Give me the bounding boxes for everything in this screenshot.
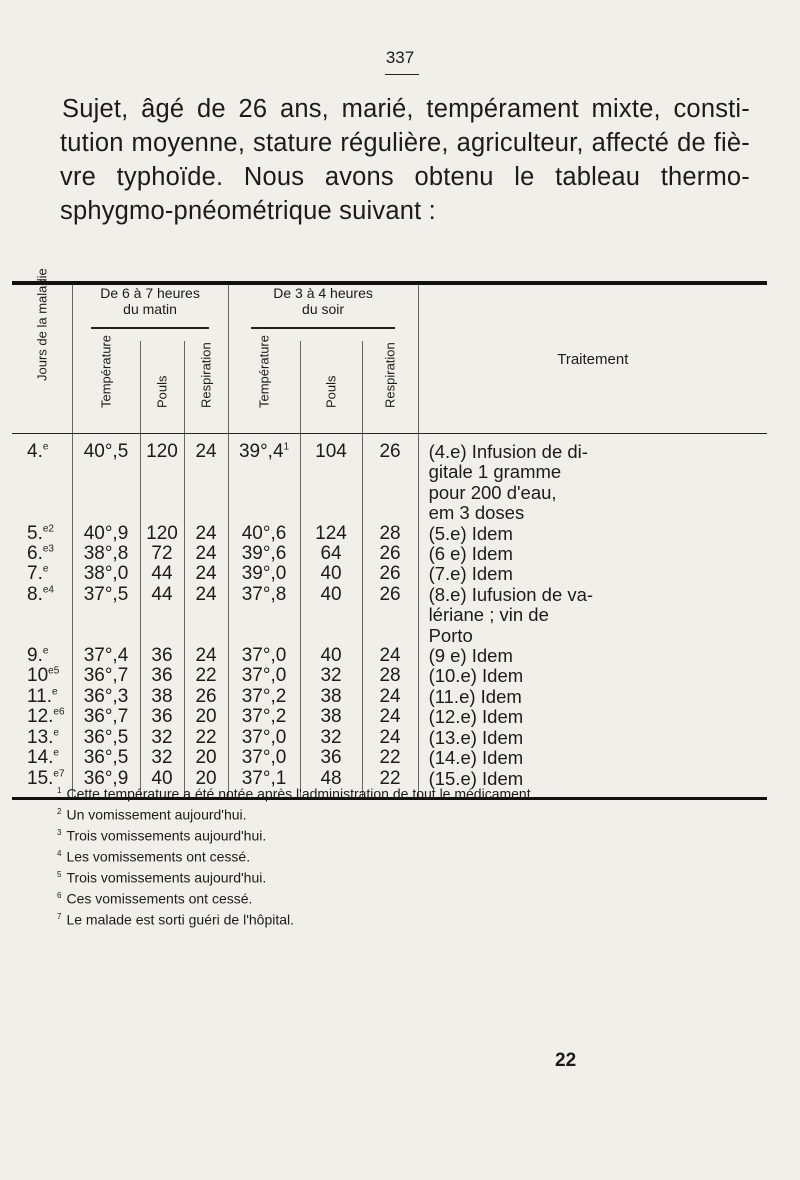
table-row bbox=[12, 687, 767, 707]
evening-respiration bbox=[362, 748, 418, 768]
footnote-ref: 6 bbox=[58, 706, 65, 718]
header-evening: De 3 à 4 heures du soir bbox=[228, 283, 418, 341]
day-ordinal: e bbox=[53, 727, 59, 739]
evening-pulse bbox=[300, 564, 362, 584]
evening-temperature-value: 37°,0 bbox=[241, 665, 287, 687]
footnote-ref: 1 bbox=[283, 441, 290, 453]
evening-temperature bbox=[228, 585, 300, 646]
morning-respiration bbox=[184, 728, 228, 748]
evening-pulse bbox=[300, 728, 362, 748]
morning-temperature-value: 36°,9 bbox=[83, 767, 129, 789]
morning-temperature-value: 36°,7 bbox=[83, 665, 129, 687]
table-row bbox=[12, 666, 767, 686]
evening-temperature bbox=[228, 524, 300, 544]
morning-respiration bbox=[184, 544, 228, 564]
evening-respiration bbox=[362, 687, 418, 707]
table-row bbox=[12, 544, 767, 564]
evening-pulse bbox=[300, 748, 362, 768]
evening-temperature bbox=[228, 564, 300, 584]
evening-respiration bbox=[362, 524, 418, 544]
treatment-line: (7.e) Idem bbox=[428, 563, 513, 585]
morning-brace bbox=[73, 317, 228, 341]
header-evening-respiration: Respiration bbox=[362, 341, 418, 434]
morning-pulse bbox=[140, 666, 184, 686]
day-ordinal: e bbox=[53, 768, 59, 780]
evening-temperature-value: 37°,0 bbox=[241, 747, 287, 769]
evening-pulse-value: 38 bbox=[320, 685, 342, 707]
morning-respiration-value: 20 bbox=[195, 706, 217, 728]
table-row bbox=[12, 434, 767, 524]
day-ordinal: e bbox=[53, 747, 59, 759]
morning-pulse-value: 36 bbox=[151, 645, 173, 667]
table-row bbox=[12, 646, 767, 666]
day-number: 4. bbox=[27, 441, 43, 462]
morning-pulse bbox=[140, 748, 184, 768]
evening-respiration bbox=[362, 646, 418, 666]
evening-respiration-value: 28 bbox=[379, 665, 401, 687]
day-number: 10 bbox=[27, 665, 49, 687]
treatment-line: (5.e) Idem bbox=[428, 522, 513, 544]
treatment-line: (9 e) Idem bbox=[428, 645, 513, 667]
evening-pulse bbox=[300, 524, 362, 544]
evening-respiration bbox=[362, 564, 418, 584]
header-morning-temperature: Température bbox=[72, 341, 140, 434]
header-day: Jours de la maladie bbox=[12, 283, 72, 434]
morning-pulse-value: 36 bbox=[151, 706, 173, 728]
morning-respiration-value: 24 bbox=[195, 543, 217, 565]
evening-respiration-value: 26 bbox=[379, 583, 401, 605]
day-ordinal: e bbox=[42, 584, 49, 596]
morning-pulse-value: 44 bbox=[151, 583, 173, 605]
evening-pulse bbox=[300, 666, 362, 686]
footnote bbox=[57, 887, 757, 908]
morning-temperature-value: 36°,5 bbox=[83, 747, 129, 769]
day-cell bbox=[12, 646, 72, 666]
evening-temperature-value: 40°,6 bbox=[241, 522, 287, 544]
day-number: 7. bbox=[27, 563, 43, 585]
morning-temperature bbox=[72, 666, 140, 686]
morning-temperature-value: 37°,5 bbox=[83, 583, 129, 605]
morning-respiration-value: 20 bbox=[195, 747, 217, 769]
morning-respiration bbox=[184, 564, 228, 584]
footnote-mark: 5 bbox=[57, 869, 62, 879]
treatment-line: (6 e) Idem bbox=[428, 543, 513, 565]
evening-pulse-value: 40 bbox=[320, 563, 342, 585]
morning-pulse bbox=[140, 564, 184, 584]
morning-respiration bbox=[184, 707, 228, 727]
morning-pulse-value: 44 bbox=[151, 563, 173, 585]
footnote bbox=[57, 908, 757, 929]
evening-temperature bbox=[228, 728, 300, 748]
evening-respiration bbox=[362, 707, 418, 727]
day-number: 15. bbox=[27, 767, 54, 789]
table-row bbox=[12, 585, 767, 646]
treatment-line: (13.e) Idem bbox=[428, 726, 524, 748]
day-number: 8. bbox=[27, 583, 43, 605]
morning-respiration-value: 24 bbox=[195, 645, 217, 667]
treatment-cell bbox=[418, 544, 767, 564]
morning-pulse bbox=[140, 728, 184, 748]
evening-temperature-value: 39°,0 bbox=[241, 563, 287, 585]
morning-pulse-value: 36 bbox=[151, 665, 173, 687]
day-number: 14. bbox=[27, 747, 54, 769]
evening-temperature-value: 37°,1 bbox=[241, 767, 287, 789]
morning-temperature bbox=[72, 564, 140, 584]
day-cell bbox=[12, 524, 72, 544]
evening-respiration-value: 22 bbox=[379, 747, 401, 769]
header-morning: De 6 à 7 heures du matin bbox=[72, 283, 228, 341]
header-treatment: Traitement bbox=[418, 283, 767, 434]
evening-temperature bbox=[228, 707, 300, 727]
morning-temperature bbox=[72, 434, 140, 524]
day-cell bbox=[12, 564, 72, 584]
day-number: 11. bbox=[27, 685, 53, 707]
evening-respiration-value: 22 bbox=[379, 767, 401, 789]
treatment-line: (11.e) Idem bbox=[428, 685, 522, 707]
day-ordinal: e bbox=[42, 564, 49, 576]
day-number: 13. bbox=[27, 726, 54, 748]
evening-temperature-value: 37°,0 bbox=[241, 645, 287, 667]
evening-pulse-value: 40 bbox=[320, 583, 342, 605]
day-ordinal: e bbox=[42, 523, 49, 535]
table-row bbox=[12, 524, 767, 544]
footnote-text: Cette température a été notée après l'administration de tout le médicament. bbox=[66, 785, 535, 802]
table-row bbox=[12, 564, 767, 584]
treatment-line: (14.e) Idem bbox=[428, 747, 524, 769]
evening-pulse bbox=[300, 544, 362, 564]
morning-respiration-value: 24 bbox=[195, 522, 217, 544]
morning-temperature-value: 36°,7 bbox=[83, 706, 129, 728]
day-cell bbox=[12, 687, 72, 707]
morning-temperature-value: 36°,5 bbox=[83, 726, 129, 748]
treatment-line: (4.e) Infusion de di- bbox=[428, 441, 588, 462]
treatment-line: lériane ; vin de bbox=[428, 604, 549, 626]
evening-temperature-value: 39°,6 bbox=[241, 543, 287, 565]
treatment-cell bbox=[418, 564, 767, 584]
day-cell bbox=[12, 707, 72, 727]
evening-respiration-value: 24 bbox=[379, 706, 401, 728]
morning-temperature-value: 38°,8 bbox=[83, 543, 129, 565]
morning-respiration bbox=[184, 748, 228, 768]
morning-pulse bbox=[140, 585, 184, 646]
page-number: 337 bbox=[385, 48, 415, 67]
treatment-cell bbox=[418, 585, 767, 646]
morning-pulse-value: 32 bbox=[151, 726, 173, 748]
table-row bbox=[12, 707, 767, 727]
treatment-cell bbox=[418, 434, 767, 524]
morning-respiration-value: 22 bbox=[195, 665, 217, 687]
morning-respiration-value: 24 bbox=[195, 583, 217, 605]
evening-respiration bbox=[362, 434, 418, 524]
footnote-mark: 7 bbox=[57, 911, 62, 921]
morning-temperature-value: 40°,9 bbox=[83, 522, 129, 544]
evening-pulse-value: 38 bbox=[320, 706, 342, 728]
footnote bbox=[57, 782, 757, 803]
footnote-mark: 1 bbox=[57, 786, 62, 795]
footnotes bbox=[57, 782, 757, 929]
morning-respiration bbox=[184, 687, 228, 707]
day-ordinal: e bbox=[52, 686, 58, 698]
morning-respiration bbox=[184, 524, 228, 544]
morning-pulse-value: 38 bbox=[151, 685, 173, 707]
footnote-text: Le malade est sorti guéri de l'hôpital. bbox=[66, 911, 295, 928]
morning-pulse-value: 32 bbox=[151, 747, 173, 769]
footnote-ref: 4 bbox=[48, 584, 54, 596]
day-cell bbox=[12, 728, 72, 748]
morning-respiration bbox=[184, 585, 228, 646]
morning-pulse-value: 40 bbox=[151, 767, 173, 789]
evening-temperature bbox=[228, 434, 300, 524]
evening-temperature bbox=[228, 544, 300, 564]
treatment-line: (12.e) Idem bbox=[428, 706, 524, 728]
treatment-cell bbox=[418, 666, 767, 686]
evening-temperature bbox=[228, 666, 300, 686]
evening-pulse-value: 124 bbox=[315, 522, 347, 544]
day-ordinal: e bbox=[42, 441, 49, 453]
evening-temperature-value: 37°,2 bbox=[241, 706, 287, 728]
morning-pulse bbox=[140, 707, 184, 727]
evening-respiration bbox=[362, 585, 418, 646]
evening-respiration-value: 28 bbox=[379, 522, 401, 544]
evening-respiration bbox=[362, 728, 418, 748]
intro-text: Sujet, âgé de 26 ans, marié, tempérament mixte, consti-tution moyenne, stature régulière, agriculteur, affecté de fiè-vre typhoïde. Nous avons obtenu le tableau thermo-sphygmo-pnéométrique suivant : bbox=[60, 95, 750, 225]
treatment-cell bbox=[418, 646, 767, 666]
table-body bbox=[12, 434, 767, 799]
morning-respiration-value: 26 bbox=[195, 685, 217, 707]
table-row bbox=[12, 728, 767, 748]
footnote-text: Trois vomissements aujourd'hui. bbox=[66, 827, 267, 844]
evening-respiration-value: 24 bbox=[379, 726, 401, 748]
evening-pulse-value: 64 bbox=[320, 543, 342, 565]
morning-temperature bbox=[72, 687, 140, 707]
morning-temperature-value: 38°,0 bbox=[83, 563, 129, 585]
morning-temperature bbox=[72, 728, 140, 748]
footnote bbox=[57, 803, 757, 824]
morning-pulse bbox=[140, 434, 184, 524]
evening-respiration-value: 26 bbox=[379, 543, 401, 565]
evening-temperature bbox=[228, 687, 300, 707]
page-number-rule bbox=[385, 74, 419, 75]
evening-temperature-value: 37°,0 bbox=[241, 726, 287, 748]
evening-pulse-value: 32 bbox=[320, 726, 342, 748]
evening-pulse-value: 104 bbox=[315, 441, 347, 462]
footnote bbox=[57, 824, 757, 845]
day-cell bbox=[12, 585, 72, 646]
morning-pulse-value: 120 bbox=[146, 522, 178, 544]
footnote-mark: 3 bbox=[57, 827, 62, 837]
evening-pulse-value: 36 bbox=[320, 747, 342, 769]
footnote bbox=[57, 866, 757, 887]
evening-respiration-value: 26 bbox=[379, 563, 401, 585]
morning-respiration-value: 22 bbox=[195, 726, 217, 748]
footnote-mark: 2 bbox=[57, 806, 62, 816]
evening-pulse-value: 40 bbox=[320, 645, 342, 667]
day-ordinal: e bbox=[53, 706, 59, 718]
morning-pulse-value: 120 bbox=[146, 441, 178, 462]
footnote-mark: 4 bbox=[57, 848, 62, 858]
morning-pulse bbox=[140, 646, 184, 666]
evening-temperature-value: 37°,2 bbox=[241, 685, 287, 707]
morning-pulse bbox=[140, 524, 184, 544]
evening-respiration-value: 24 bbox=[379, 645, 401, 667]
evening-temperature-value: 37°,8 bbox=[241, 583, 287, 605]
footnote-ref: 3 bbox=[48, 543, 54, 555]
footnote-text: Ces vomissements ont cessé. bbox=[66, 890, 253, 907]
evening-pulse bbox=[300, 707, 362, 727]
evening-pulse bbox=[300, 585, 362, 646]
footnote-text: Un vomissement aujourd'hui. bbox=[66, 806, 247, 823]
day-ordinal: e bbox=[42, 645, 49, 657]
footnote-ref: 5 bbox=[53, 666, 60, 678]
evening-respiration-value: 26 bbox=[379, 441, 401, 462]
treatment-line: (15.e) Idem bbox=[428, 767, 524, 789]
evening-temperature bbox=[228, 748, 300, 768]
morning-respiration bbox=[184, 646, 228, 666]
footnote bbox=[57, 845, 757, 866]
treatment-cell bbox=[418, 687, 767, 707]
morning-temperature-value: 36°,3 bbox=[83, 685, 129, 707]
treatment-cell bbox=[418, 707, 767, 727]
treatment-line: (8.e) Iufusion de va- bbox=[428, 583, 594, 605]
header-morning-respiration: Respiration bbox=[184, 341, 228, 434]
morning-respiration-value: 24 bbox=[195, 563, 217, 585]
treatment-cell bbox=[418, 748, 767, 768]
treatment-line: pour 200 d'eau, bbox=[428, 481, 557, 503]
morning-temperature-value: 37°,4 bbox=[83, 645, 129, 667]
morning-pulse-value: 72 bbox=[151, 543, 173, 565]
day-number: 5. bbox=[27, 522, 43, 544]
morning-respiration bbox=[184, 434, 228, 524]
morning-temperature bbox=[72, 707, 140, 727]
data-table bbox=[12, 268, 767, 800]
morning-temperature-value: 40°,5 bbox=[83, 441, 129, 462]
day-cell bbox=[12, 544, 72, 564]
morning-respiration-value: 20 bbox=[195, 767, 217, 789]
morning-temperature bbox=[72, 544, 140, 564]
treatment-cell bbox=[418, 728, 767, 748]
day-number: 6. bbox=[27, 543, 43, 565]
header-morning-pulse: Pouls bbox=[140, 341, 184, 434]
evening-pulse-value: 48 bbox=[320, 767, 342, 789]
morning-pulse bbox=[140, 687, 184, 707]
treatment-line: Porto bbox=[428, 624, 473, 646]
header-evening-temperature: Température bbox=[228, 341, 300, 434]
evening-pulse-value: 32 bbox=[320, 665, 342, 687]
morning-temperature bbox=[72, 748, 140, 768]
treatment-cell bbox=[418, 524, 767, 544]
morning-temperature bbox=[72, 524, 140, 544]
signature-mark: 22 bbox=[555, 1050, 577, 1071]
treatment-line: (10.e) Idem bbox=[428, 665, 524, 687]
evening-temperature-value: 39°,4 bbox=[238, 441, 284, 462]
footnote-ref: 2 bbox=[48, 523, 54, 535]
table-row bbox=[12, 748, 767, 768]
header-evening-pulse: Pouls bbox=[300, 341, 362, 434]
evening-respiration bbox=[362, 666, 418, 686]
treatment-line: gitale 1 gramme bbox=[428, 461, 562, 483]
intro-paragraph bbox=[60, 92, 750, 228]
day-number: 12. bbox=[27, 706, 54, 728]
day-cell bbox=[12, 434, 72, 524]
evening-pulse bbox=[300, 434, 362, 524]
morning-respiration bbox=[184, 666, 228, 686]
day-ordinal: e bbox=[42, 543, 49, 555]
footnote-text: Les vomissements ont cessé. bbox=[66, 848, 251, 865]
morning-temperature bbox=[72, 585, 140, 646]
treatment-line: em 3 doses bbox=[428, 502, 525, 524]
morning-respiration-value: 24 bbox=[195, 441, 217, 462]
morning-pulse bbox=[140, 544, 184, 564]
evening-temperature bbox=[228, 646, 300, 666]
day-cell bbox=[12, 666, 72, 686]
footnote-mark: 6 bbox=[57, 890, 62, 900]
day-ordinal: e bbox=[48, 666, 54, 678]
day-number: 9. bbox=[27, 645, 43, 667]
evening-respiration bbox=[362, 544, 418, 564]
footnote-ref: 7 bbox=[58, 768, 65, 780]
morning-temperature bbox=[72, 646, 140, 666]
footnote-text: Trois vomissements aujourd'hui. bbox=[66, 869, 267, 886]
evening-pulse bbox=[300, 646, 362, 666]
evening-pulse bbox=[300, 687, 362, 707]
day-cell bbox=[12, 748, 72, 768]
evening-respiration-value: 24 bbox=[379, 685, 401, 707]
